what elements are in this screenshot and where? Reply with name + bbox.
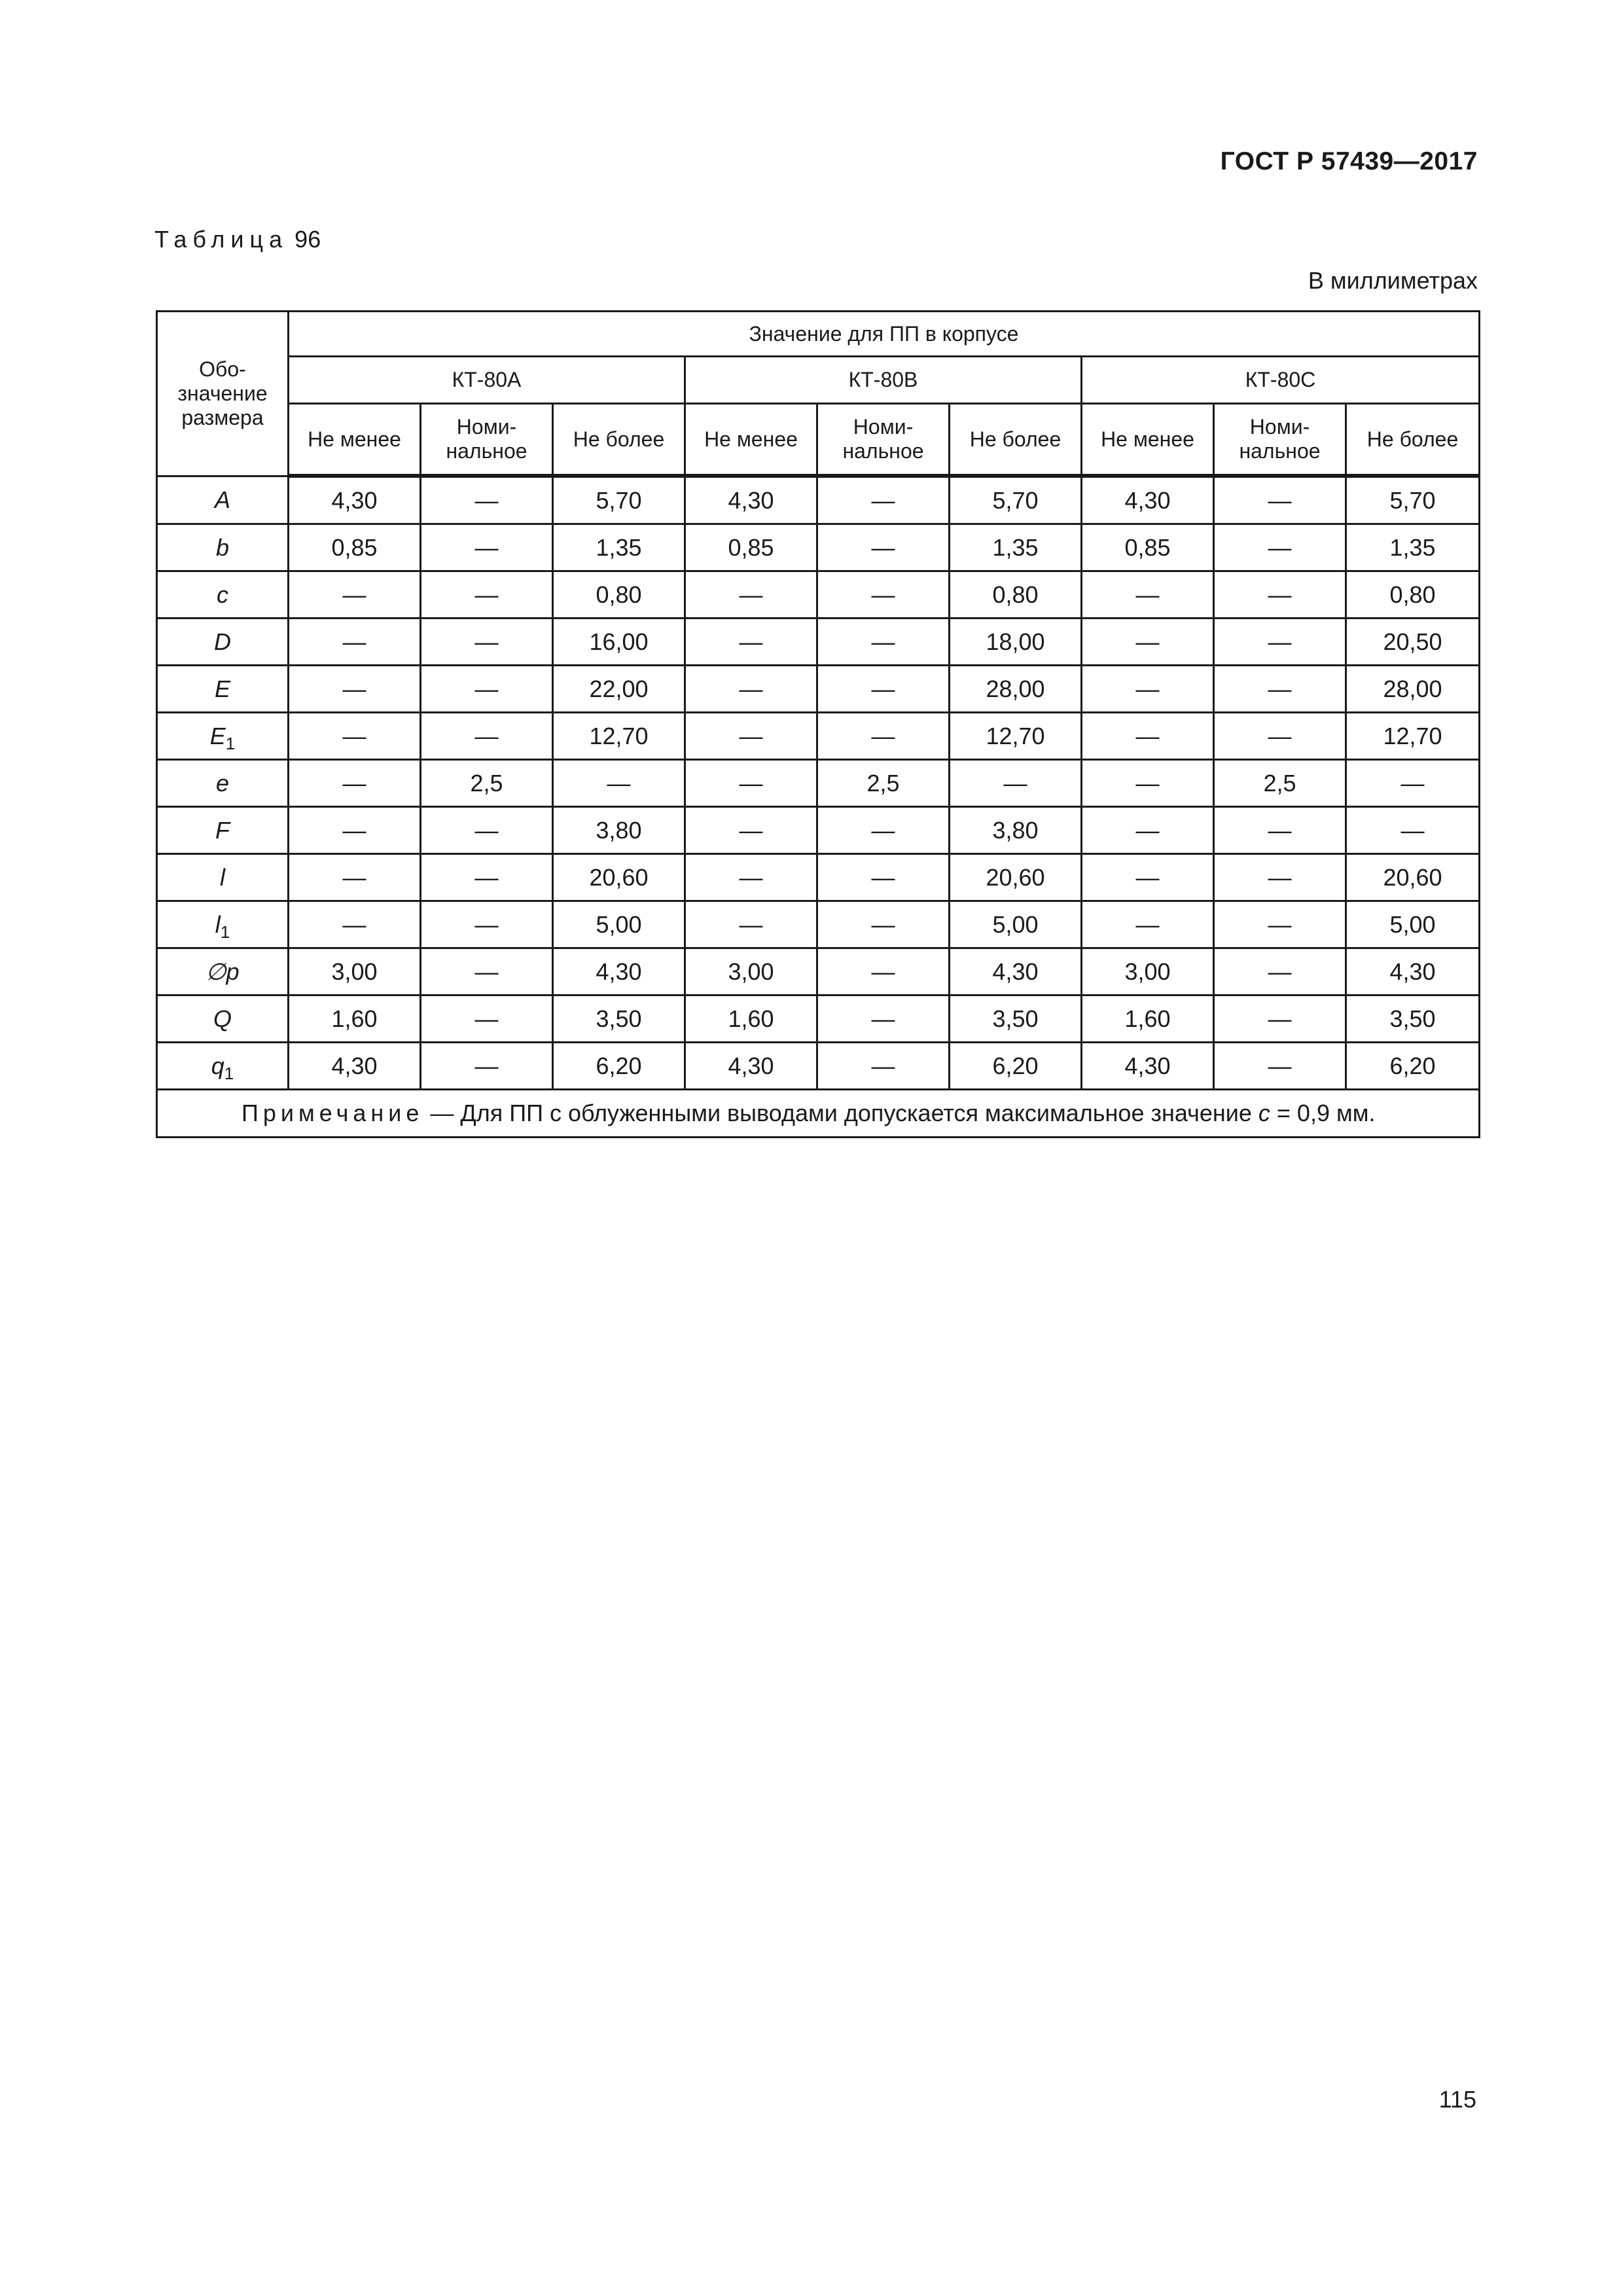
table-cell: 20,60 [1346,854,1480,901]
table-cell: 2,5 [817,760,950,807]
table-cell: 2,5 [1214,760,1346,807]
table-row [157,807,1480,854]
table-cell: — [421,901,553,948]
table-cell: — [289,713,421,760]
table-cell: — [685,571,817,619]
table-cell: — [421,713,553,760]
table-cell: — [289,619,421,666]
table-cell: — [1214,666,1346,713]
table-cell: 5,70 [553,476,685,524]
table-cell: 0,85 [685,524,817,571]
dimension-symbol-subscript: 1 [224,1063,234,1083]
table-caption-word: Таблица [154,226,289,253]
table-cell: — [421,854,553,901]
subcolumn-header: Не более [553,404,685,476]
note-text-end: = 0,9 мм. [1270,1100,1376,1127]
table-cell: — [1214,807,1346,854]
table-cell: — [289,760,421,807]
dimension-symbol-letter: D [214,628,231,655]
table-cell: — [289,666,421,713]
table-cell: 3,50 [553,996,685,1043]
table-cell: — [1214,619,1346,666]
table-cell: — [1082,854,1214,901]
table-caption-number: 96 [294,226,321,253]
page-number: 115 [1438,2086,1476,2113]
dimension-symbol [157,524,289,571]
table-cell: 0,85 [1082,524,1214,571]
table-cell: — [289,854,421,901]
table-cell: 5,70 [950,476,1082,524]
table-cell: 0,85 [289,524,421,571]
value-group-header: Значение для ПП в корпусе [289,312,1480,357]
table-caption [154,226,321,253]
table-cell: — [421,666,553,713]
dimension-symbol-letter: A [214,486,230,514]
dimension-symbol-letter: l [220,863,225,891]
table-cell: 1,60 [289,996,421,1043]
table-cell: 3,80 [553,807,685,854]
dimension-symbol-subscript: 1 [220,922,230,942]
table-cell: — [817,901,950,948]
dimension-symbol [157,666,289,713]
dimension-symbol [157,760,289,807]
dimension-symbol-letter: l [215,910,221,938]
table-cell: — [950,760,1082,807]
table-cell: 20,60 [553,854,685,901]
table-cell: — [1346,760,1480,807]
package-header-kt80c: КТ-80С [1082,357,1480,404]
table-cell: — [1214,1043,1346,1090]
dimension-symbol-letter: F [215,816,230,844]
dimension-symbol [157,807,289,854]
table-cell: 12,70 [950,713,1082,760]
table-cell: — [685,854,817,901]
table-cell: — [1214,571,1346,619]
table-cell: — [685,713,817,760]
dimension-symbol-letter: E [214,675,230,702]
table-cell: — [289,571,421,619]
table-cell: — [1214,901,1346,948]
table-cell: 3,50 [950,996,1082,1043]
table-cell: 6,20 [950,1043,1082,1090]
table-cell: 4,30 [1082,1043,1214,1090]
table-note [157,1090,1480,1138]
table-cell: — [1082,713,1214,760]
note-label: Примечание [241,1100,424,1127]
subcolumn-header: Номи- нальное [817,404,950,476]
dimension-symbol [157,901,289,948]
subcolumn-header: Номи- нальное [1214,404,1346,476]
table-cell: — [1082,666,1214,713]
table-cell: — [817,666,950,713]
table-cell: 6,20 [553,1043,685,1090]
table-cell: 20,50 [1346,619,1480,666]
table-row [157,476,1480,524]
table-cell: 12,70 [1346,713,1480,760]
table-cell: — [817,948,950,996]
table-cell: 4,30 [553,948,685,996]
table-cell: 3,50 [1346,996,1480,1043]
table-cell: 4,30 [1082,476,1214,524]
table-cell: 1,35 [950,524,1082,571]
table-row [157,854,1480,901]
dimension-symbol-letter: E [209,722,226,749]
table-cell: 1,35 [1346,524,1480,571]
table-cell: — [421,807,553,854]
table-cell: 18,00 [950,619,1082,666]
table-cell: — [1346,807,1480,854]
dimension-symbol [157,571,289,619]
table-cell: — [289,807,421,854]
table-cell: — [685,760,817,807]
dimension-symbol [157,1043,289,1090]
table-row [157,713,1480,760]
table-note-row [157,1090,1480,1138]
dimension-symbol-letter: Q [213,1005,232,1032]
dimension-symbol-letter: q [211,1052,224,1079]
subcolumn-header: Не более [1346,404,1480,476]
package-header-kt80b: КТ-80В [685,357,1082,404]
table-cell: 3,00 [685,948,817,996]
dimensions-table [156,310,1480,1138]
table-cell: 2,5 [421,760,553,807]
table-row [157,1043,1480,1090]
note-symbol: c [1258,1100,1270,1127]
table-cell: — [1082,571,1214,619]
table-cell: — [685,807,817,854]
subcolumn-header: Не более [950,404,1082,476]
table-cell: — [421,996,553,1043]
table-cell: — [289,901,421,948]
dimension-symbol-letter: e [215,769,230,797]
table-cell: — [421,619,553,666]
table-cell: 3,80 [950,807,1082,854]
table-cell: — [1082,619,1214,666]
table-cell: 12,70 [553,713,685,760]
table-cell: — [817,571,950,619]
table-cell: — [817,1043,950,1090]
table-cell: 28,00 [950,666,1082,713]
table-cell: 5,00 [1346,901,1480,948]
table-cell: — [817,713,950,760]
dimension-symbol-letter: c [217,581,228,608]
table-cell: 20,60 [950,854,1082,901]
table-cell: 1,60 [685,996,817,1043]
table-cell: — [817,619,950,666]
table-row [157,901,1480,948]
table-cell: 4,30 [289,476,421,524]
table-row [157,619,1480,666]
table-cell: — [1214,996,1346,1043]
table-cell: 5,00 [950,901,1082,948]
table-row [157,996,1480,1043]
dimension-symbol [157,854,289,901]
table-cell: — [1082,760,1214,807]
table-row [157,948,1480,996]
designation-header-label: Обо- значение размера [177,357,268,429]
table-cell: — [1214,948,1346,996]
note-text: — Для ПП с облуженными выводами допускается максимальное значение [423,1100,1258,1127]
table-cell: — [1082,901,1214,948]
subcolumn-header: Номи- нальное [421,404,553,476]
table-cell: 0,80 [553,571,685,619]
table-cell: — [685,901,817,948]
table-row [157,666,1480,713]
table-cell: 1,35 [553,524,685,571]
table-cell: — [685,619,817,666]
table-cell: 5,00 [553,901,685,948]
table-cell: — [1214,713,1346,760]
dimension-symbol [157,948,289,996]
table-cell: 3,00 [1082,948,1214,996]
table-cell: — [817,524,950,571]
table-cell: 4,30 [685,476,817,524]
table-cell: — [421,524,553,571]
subcolumn-header: Не менее [1082,404,1214,476]
dimension-symbol [157,713,289,760]
table-cell: — [817,996,950,1043]
table-cell: 4,30 [950,948,1082,996]
designation-header [157,312,289,476]
subcolumn-header: Не менее [685,404,817,476]
table-cell: — [817,807,950,854]
table-cell: — [421,948,553,996]
table-cell: — [817,854,950,901]
dimension-symbol-letter: b [215,533,230,561]
table-cell: 6,20 [1346,1043,1480,1090]
table-cell: 22,00 [553,666,685,713]
table-row [157,760,1480,807]
table-cell: — [421,1043,553,1090]
document-standard-header: ГОСТ Р 57439—2017 [1220,147,1478,175]
dimension-symbol-letter: ∅p [205,958,240,985]
table-cell: 28,00 [1346,666,1480,713]
units-label: В миллиметрах [1308,267,1478,294]
table-cell: 4,30 [685,1043,817,1090]
dimension-symbol-subscript: 1 [225,733,236,753]
table-row [157,524,1480,571]
table-cell: 5,70 [1346,476,1480,524]
table-cell: 3,00 [289,948,421,996]
table-cell: 16,00 [553,619,685,666]
table-cell: 4,30 [289,1043,421,1090]
table-cell: — [1082,807,1214,854]
table-row [157,571,1480,619]
table-cell: — [1214,524,1346,571]
dimension-symbol [157,996,289,1043]
table-cell: — [553,760,685,807]
dimension-symbol [157,619,289,666]
table-cell: 0,80 [1346,571,1480,619]
table-cell: 4,30 [1346,948,1480,996]
table-cell: 1,60 [1082,996,1214,1043]
table-cell: — [1214,854,1346,901]
dimension-symbol [157,476,289,524]
table-cell: — [421,571,553,619]
table-cell: — [817,476,950,524]
package-header-kt80a: КТ-80А [289,357,685,404]
table-cell: 0,80 [950,571,1082,619]
table-cell: — [685,666,817,713]
table-cell: — [1214,476,1346,524]
table-cell: — [421,476,553,524]
subcolumn-header: Не менее [289,404,421,476]
